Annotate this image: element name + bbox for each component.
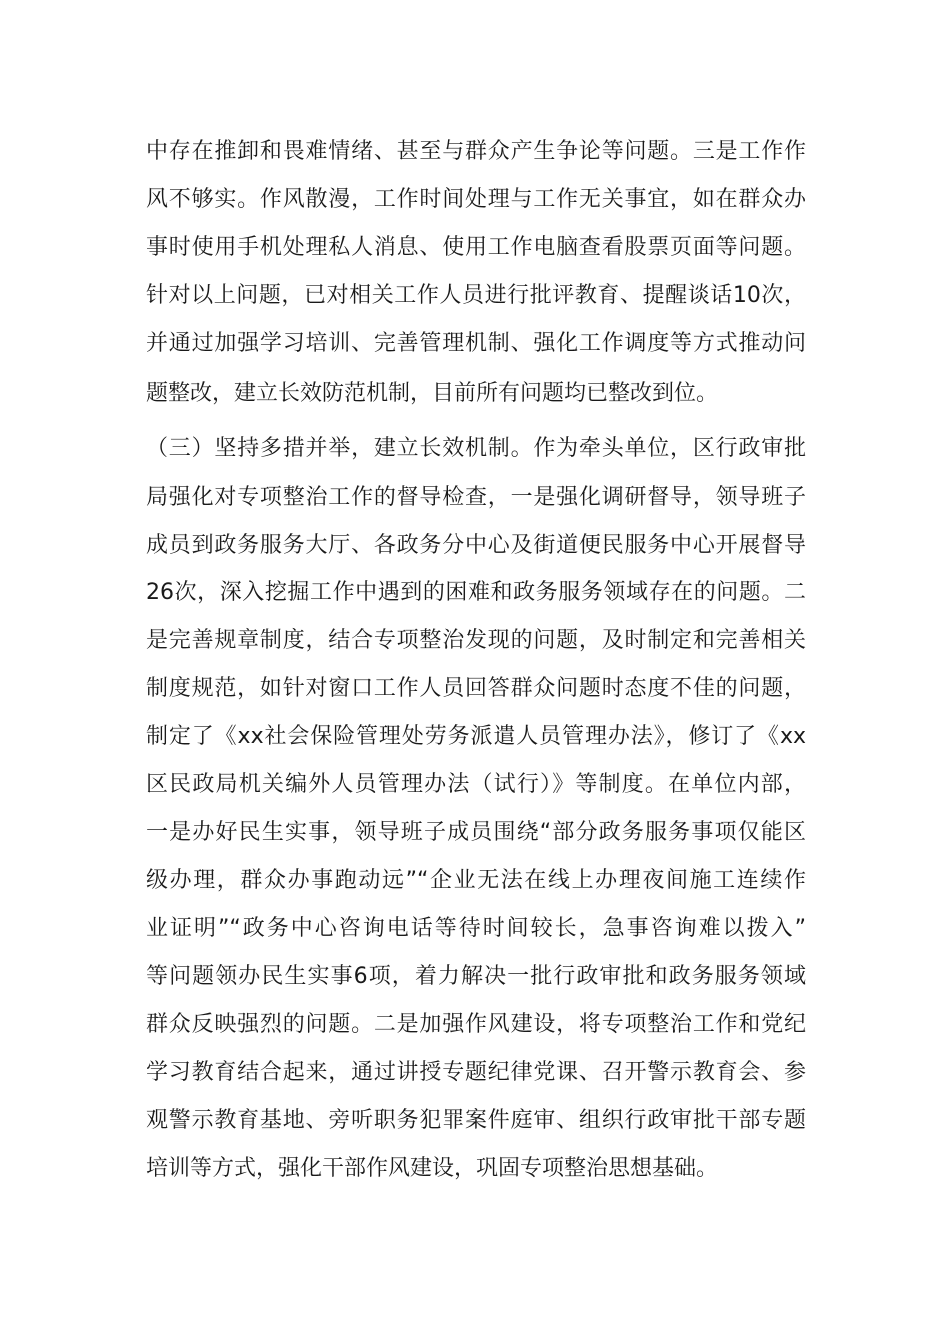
paragraph-line: 观警示教育基地、旁听职务犯罪案件庭审、组织行政审批干部专题	[146, 1108, 806, 1133]
paragraph-line: 区民政局机关编外人员管理办法（试行）》等制度。在单位内部，	[146, 772, 806, 797]
paragraph-line: 26次，深入挖掘工作中遇到的困难和政务服务领域存在的问题。二	[146, 580, 806, 605]
paragraph-line: 制定了《xx社会保险管理处劳务派遣人员管理办法》，修订了《xx	[146, 724, 806, 749]
paragraph-line: 是完善规章制度，结合专项整治发现的问题，及时制定和完善相关	[146, 628, 806, 653]
paragraph-line: 培训等方式，强化干部作风建设，巩固专项整治思想基础。	[146, 1156, 719, 1181]
paragraph-line: 风不够实。作风散漫，工作时间处理与工作无关事宜，如在群众办	[146, 187, 806, 212]
paragraph-line: 事时使用手机处理私人消息、使用工作电脑查看股票页面等问题。	[146, 235, 806, 260]
paragraph-line: 学习教育结合起来，通过讲授专题纪律党课、召开警示教育会、参	[146, 1060, 806, 1085]
paragraph-line: 针对以上问题，已对相关工作人员进行批评教育、提醒谈话10次，	[146, 283, 806, 308]
section-heading-line: （三）坚持多措并举，建立长效机制。作为牵头单位，区行政审批	[146, 436, 806, 461]
paragraph-line: 题整改，建立长效防范机制，目前所有问题均已整改到位。	[146, 381, 719, 406]
paragraph-line: 等问题领办民生实事6项，着力解决一批行政审批和政务服务领域	[146, 964, 806, 989]
paragraph-line: 制度规范，如针对窗口工作人员回答群众问题时态度不佳的问题，	[146, 676, 806, 701]
paragraph-line: 并通过加强学习培训、完善管理机制、强化工作调度等方式推动问	[146, 331, 806, 356]
paragraph-line: 级办理，群众办事跑动远”“企业无法在线上办理夜间施工连续作	[146, 868, 806, 893]
paragraph-line: 成员到政务服务大厅、各政务分中心及街道便民服务中心开展督导	[146, 533, 806, 558]
paragraph-line: 一是办好民生实事，领导班子成员围绕“部分政务服务事项仅能区	[146, 820, 806, 845]
paragraph-line: 局强化对专项整治工作的督导检查，一是强化调研督导，领导班子	[146, 485, 806, 510]
paragraph-line: 中存在推卸和畏难情绪、甚至与群众产生争论等问题。三是工作作	[146, 139, 806, 164]
paragraph-line: 群众反映强烈的问题。二是加强作风建设，将专项整治工作和党纪	[146, 1012, 806, 1037]
paragraph-line: 业证明”“政务中心咨询电话等待时间较长，急事咨询难以拨入”	[146, 916, 806, 941]
